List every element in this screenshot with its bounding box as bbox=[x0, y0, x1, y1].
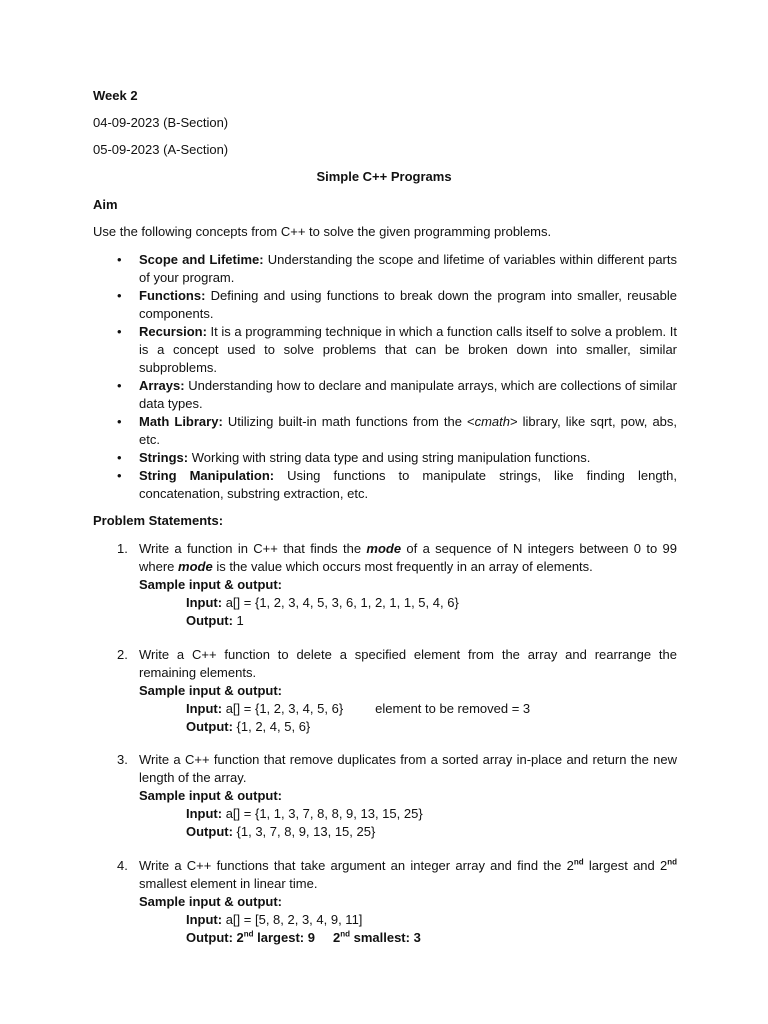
concept-term: Scope and Lifetime: bbox=[139, 252, 264, 267]
concept-term: String Manipulation: bbox=[139, 468, 275, 483]
output-value: 1 bbox=[232, 613, 244, 628]
output-value: 2 bbox=[232, 930, 244, 945]
output-label: Output: bbox=[186, 824, 233, 839]
concept-text: Understanding the scope and lifetime of variables within different parts of your program. bbox=[139, 252, 677, 285]
ordinal-suffix: nd bbox=[243, 929, 254, 939]
list-item bbox=[117, 323, 677, 377]
list-item bbox=[117, 467, 677, 503]
input-extra: element to be removed = 3 bbox=[375, 701, 531, 716]
input-label: Input: bbox=[186, 806, 223, 821]
problem-1 bbox=[117, 540, 677, 630]
code-term: cmath bbox=[474, 414, 510, 429]
date-a-section: 05-09-2023 (A-Section) bbox=[93, 142, 229, 157]
output-label: Output: bbox=[186, 930, 233, 945]
sample-label: Sample input & output: bbox=[139, 894, 282, 909]
list-item bbox=[117, 251, 677, 287]
problem-text bbox=[139, 540, 677, 576]
output-value: 2 bbox=[332, 930, 341, 945]
concept-text: Working with string data type and using string manipulation functions. bbox=[188, 450, 591, 465]
problem-number: 2. bbox=[117, 647, 128, 662]
aim-heading: Aim bbox=[93, 197, 118, 212]
sample-label: Sample input & output: bbox=[139, 577, 282, 592]
list-item bbox=[117, 413, 677, 449]
concept-text: Using functions to manipulate strings, like finding length, concatenation, substring extraction, etc. bbox=[139, 468, 677, 501]
concept-text: It is a programming technique in which a function calls itself to solve a problem. It is a concept used to solve problems that can be broken down into smaller, similar subproblems. bbox=[139, 324, 677, 375]
output-label: Output: bbox=[186, 719, 233, 734]
problem-text-part: is the value which occurs most frequently in an array of elements. bbox=[212, 559, 593, 574]
sample-output bbox=[186, 718, 677, 736]
list-item bbox=[117, 287, 677, 323]
concept-text: Defining and using functions to break down the program into smaller, reusable components. bbox=[139, 288, 677, 321]
concept-text: Utilizing built-in math functions from the < bbox=[222, 414, 475, 429]
sample-output bbox=[186, 612, 677, 630]
concept-term: Strings: bbox=[139, 450, 189, 465]
input-label: Input: bbox=[186, 595, 223, 610]
input-value: a[] = {1, 1, 3, 7, 8, 8, 9, 13, 15, 25} bbox=[222, 806, 423, 821]
page-title: Simple C++ Programs bbox=[316, 169, 452, 184]
sample-output bbox=[186, 823, 677, 841]
week-label: Week 2 bbox=[93, 88, 138, 103]
output-label: Output: bbox=[186, 613, 233, 628]
problem-3 bbox=[117, 751, 677, 841]
concept-term: Functions: bbox=[139, 288, 206, 303]
ordinal-suffix: nd bbox=[573, 857, 584, 867]
sample-input bbox=[186, 805, 677, 823]
input-value: a[] = [5, 8, 2, 3, 4, 9, 11] bbox=[222, 912, 363, 927]
problem-text-part: of a sequence of N integers between 0 to 99 where bbox=[139, 541, 677, 574]
ordinal-suffix: nd bbox=[340, 929, 350, 939]
aim-text: Use the following concepts from C++ to solve the given programming problems. bbox=[93, 224, 552, 239]
output-value: smallest: 3 bbox=[349, 930, 421, 945]
date-b-section: 04-09-2023 (B-Section) bbox=[93, 115, 229, 130]
problems-heading: Problem Statements: bbox=[93, 513, 224, 528]
sample-input bbox=[186, 911, 677, 929]
problem-text-part: Write a C++ functions that take argument an integer array and find the 2 bbox=[139, 858, 574, 873]
output-value: {1, 2, 4, 5, 6} bbox=[232, 719, 311, 734]
sample-label: Sample input & output: bbox=[139, 788, 282, 803]
problem-text-part: Write a function in C++ that finds the bbox=[139, 541, 367, 556]
concept-term: Math Library: bbox=[139, 414, 223, 429]
sample-input bbox=[186, 700, 677, 718]
sample-output bbox=[186, 929, 677, 947]
sample-input bbox=[186, 594, 677, 612]
output-value: largest: 9 bbox=[253, 930, 315, 945]
concept-text: Understanding how to declare and manipulate arrays, which are collections of similar data types. bbox=[139, 378, 677, 411]
concept-term: Arrays: bbox=[139, 378, 185, 393]
problem-2 bbox=[117, 646, 677, 736]
sample-label: Sample input & output: bbox=[139, 683, 282, 698]
input-value: a[] = {1, 2, 3, 4, 5, 6} bbox=[222, 701, 344, 716]
problem-text bbox=[139, 857, 677, 893]
concept-text: > library, like sqrt, pow, abs, etc. bbox=[139, 414, 678, 447]
list-item bbox=[117, 449, 677, 467]
mode-term: mode bbox=[178, 559, 213, 574]
input-label: Input: bbox=[186, 912, 223, 927]
input-value: a[] = {1, 2, 3, 4, 5, 3, 6, 1, 2, 1, 1, 5, 4, 6} bbox=[222, 595, 459, 610]
problem-number: 1. bbox=[117, 541, 128, 556]
problem-4 bbox=[117, 857, 677, 947]
problem-text: Write a C++ function to delete a specified element from the array and rearrange the remaining elements. bbox=[139, 647, 677, 680]
problem-text-part: largest and 2 bbox=[583, 858, 668, 873]
problem-number: 3. bbox=[117, 752, 128, 767]
concept-term: Recursion: bbox=[139, 324, 207, 339]
list-item bbox=[117, 377, 677, 413]
output-value: {1, 3, 7, 8, 9, 13, 15, 25} bbox=[232, 824, 376, 839]
input-label: Input: bbox=[186, 701, 223, 716]
problem-text: Write a C++ function that remove duplicates from a sorted array in-place and return the new length of the array. bbox=[139, 752, 677, 785]
problem-text-part: smallest element in linear time. bbox=[139, 876, 318, 891]
concept-list bbox=[117, 251, 677, 503]
problem-number: 4. bbox=[117, 858, 128, 873]
ordinal-suffix: nd bbox=[667, 857, 677, 867]
mode-term: mode bbox=[366, 541, 402, 556]
